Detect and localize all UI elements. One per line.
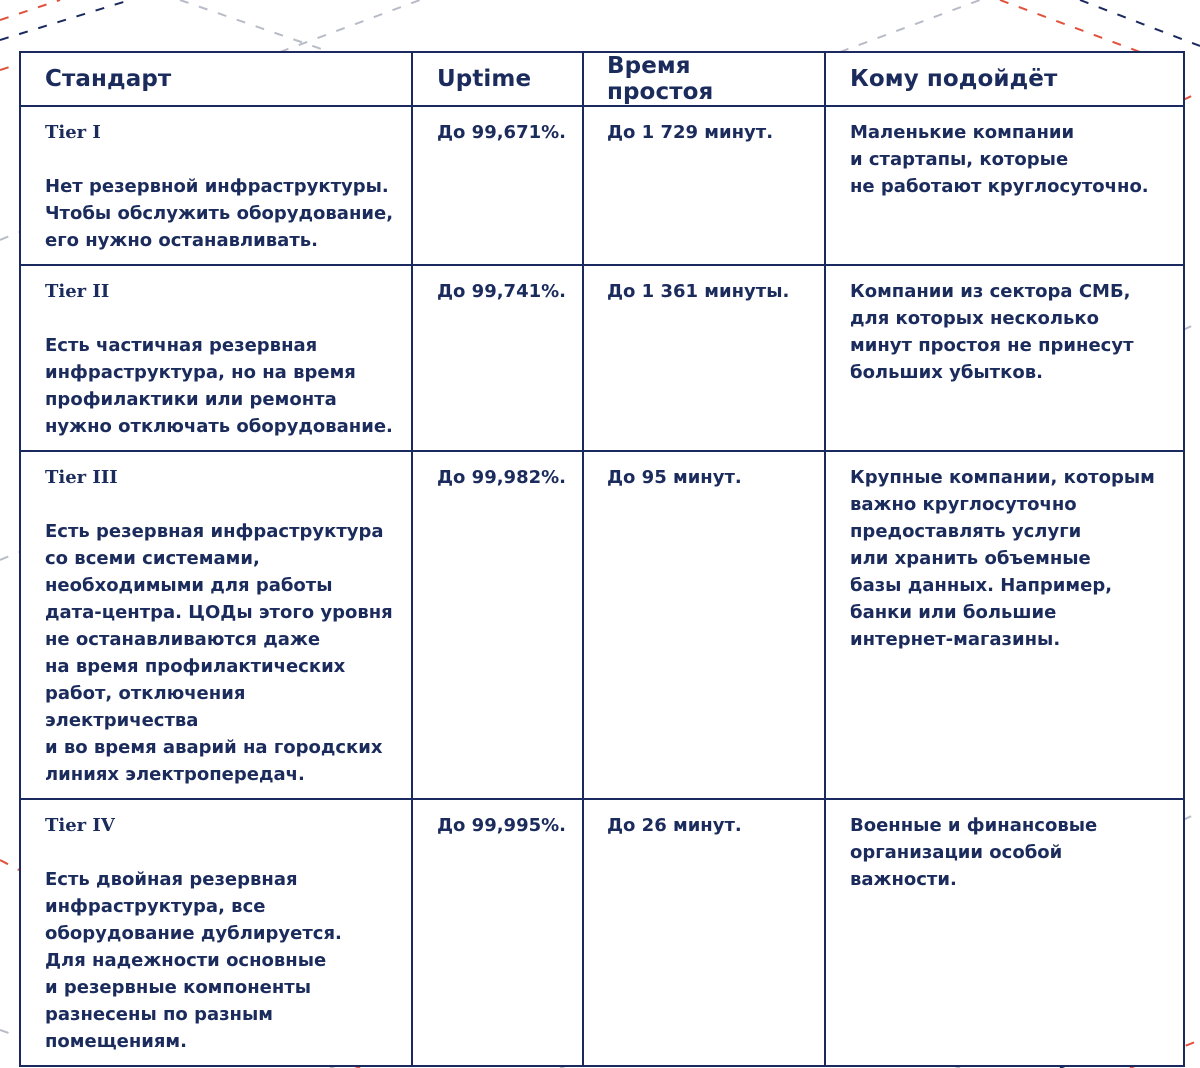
deco-dash-line bbox=[0, 64, 19, 70]
tier-description: Есть двойная резервная инфраструктура, все оборудование дублируется. Для надежности основные и резервные компоненты разнесены по разным помещениям. bbox=[45, 869, 342, 1052]
table-row bbox=[20, 265, 1184, 451]
audience-cell bbox=[825, 799, 1184, 1066]
header-standard: Стандарт bbox=[20, 52, 412, 106]
audience-text: Военные и финансовые организации особой важности. bbox=[850, 815, 1098, 890]
header-downtime: Время простоя bbox=[583, 52, 825, 106]
uptime-cell: До 99,995%. bbox=[412, 799, 583, 1066]
tier-description: Нет резервной инфраструктуры. Чтобы обслужить оборудование, его нужно останавливать. bbox=[45, 176, 394, 251]
deco-dash-line bbox=[1183, 812, 1200, 820]
deco-dash-line bbox=[180, 0, 330, 52]
uptime-cell: До 99,982%. bbox=[412, 451, 583, 799]
deco-dash-line bbox=[0, 0, 130, 40]
standard-cell bbox=[20, 799, 412, 1066]
table-row bbox=[20, 106, 1184, 265]
deco-dash-line bbox=[0, 232, 19, 240]
deco-dash-line bbox=[0, 0, 60, 20]
tier-description: Есть резервная инфраструктура со всеми системами, необходимыми для работы дата-центра. ЦОДы этого уровня не останавливаются даже на время профилактических работ, отключения электричества и во время аварий на городских линиях электропередач. bbox=[45, 521, 393, 785]
table-row bbox=[20, 799, 1184, 1066]
uptime-cell: До 99,741%. bbox=[412, 265, 583, 451]
deco-dash-line bbox=[1080, 0, 1200, 46]
standard-cell bbox=[20, 451, 412, 799]
deco-dash-line bbox=[1183, 92, 1200, 100]
uptime-cell: До 99,671%. bbox=[412, 106, 583, 265]
table-row bbox=[20, 451, 1184, 799]
audience-text: Крупные компании, которым важно круглосуточно предоставлять услуги или хранить объемные базы данных. Например, банки или большие интернет-магазины. bbox=[850, 467, 1155, 650]
tier-name: Tier II bbox=[45, 281, 110, 302]
header-audience: Кому подойдёт bbox=[825, 52, 1184, 106]
tier-name: Tier III bbox=[45, 467, 118, 488]
table-header-row bbox=[20, 52, 1184, 106]
deco-dash-line bbox=[1183, 322, 1200, 330]
audience-cell bbox=[825, 106, 1184, 265]
audience-text: Маленькие компании и стартапы, которые не работают круглосуточно. bbox=[850, 122, 1149, 197]
deco-dash-line bbox=[840, 0, 980, 52]
deco-dash-line bbox=[1000, 0, 1140, 52]
downtime-cell: До 1 361 минуты. bbox=[583, 265, 825, 451]
audience-cell bbox=[825, 265, 1184, 451]
downtime-cell: До 95 минут. bbox=[583, 451, 825, 799]
deco-dash-line bbox=[280, 0, 420, 52]
standard-cell bbox=[20, 265, 412, 451]
deco-dash-line bbox=[0, 860, 19, 870]
downtime-cell: До 1 729 минут. bbox=[583, 106, 825, 265]
tier-standards-table bbox=[19, 51, 1185, 1067]
tier-name: Tier IV bbox=[45, 815, 115, 836]
tier-standards-table-container bbox=[19, 51, 1183, 1067]
audience-cell bbox=[825, 451, 1184, 799]
audience-text: Компании из сектора СМБ, для которых несколько минут простоя не принесут больших убытков. bbox=[850, 281, 1134, 383]
standard-cell bbox=[20, 106, 412, 265]
header-uptime: Uptime bbox=[412, 52, 583, 106]
tier-name: Tier I bbox=[45, 122, 101, 143]
tier-description: Есть частичная резервная инфраструктура, но на время профилактики или ремонта нужно отключать оборудование. bbox=[45, 335, 393, 437]
deco-dash-line bbox=[0, 552, 19, 560]
downtime-cell: До 26 минут. bbox=[583, 799, 825, 1066]
